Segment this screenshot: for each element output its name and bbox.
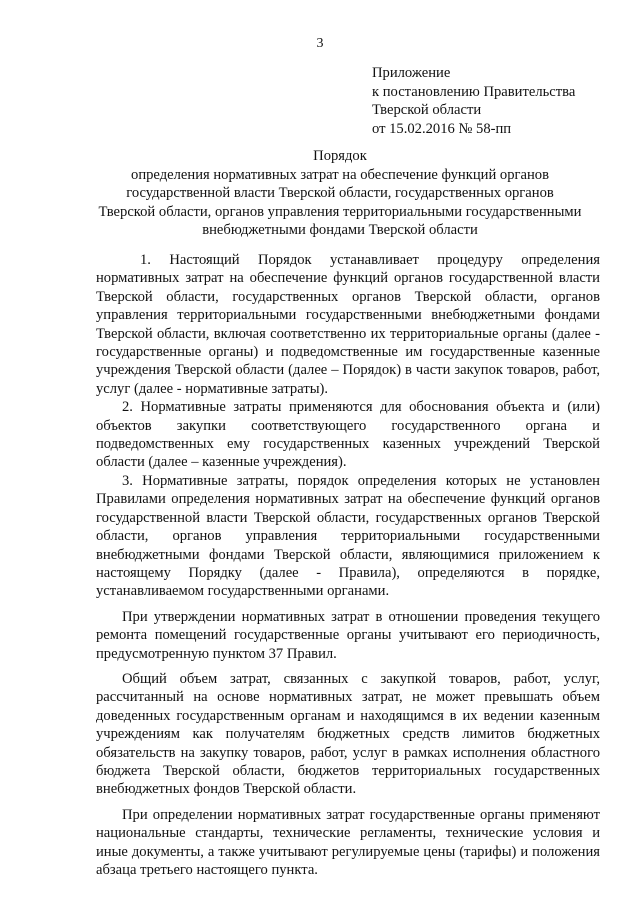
- appendix-line: Тверской области: [372, 102, 482, 118]
- page-number: 3: [316, 36, 324, 51]
- title-line: внебюджетными фондами Тверской области: [202, 222, 478, 238]
- appendix-header: [372, 64, 622, 138]
- document-title: [80, 147, 600, 240]
- paragraph-6: При определении нормативных затрат государственные органы применяют национальные стандарты, технические регламенты, технические условия и иные документы, а также учитывают регулируемые цены (тарифы) и положения абзаца третьего настоящего пункта.: [96, 806, 600, 878]
- paragraph-4: При утверждении нормативных затрат в отношении проведения текущего ремонта помещений государственные органы учитывают его периодичность, предусмотренную пунктом 37 Правил.: [96, 608, 600, 662]
- title-line: государственной власти Тверской области, государственных органов: [126, 185, 554, 201]
- appendix-line: от 15.02.2016 № 58-пп: [372, 120, 512, 137]
- title-heading: Порядок: [313, 148, 367, 164]
- title-line: определения нормативных затрат на обеспечение функций органов: [131, 166, 549, 183]
- paragraph-3: 3. Нормативные затраты, порядок определения которых не установлен Правилами определения нормативных затрат на обеспечение функций органов государственной власти Тверской области, государственных органов Тверской области, органов управления территориальными государственными внебюджетными фондами Тверской области, являющимися приложением к настоящему Порядку (далее - Правила), определяются в порядке, устанавливаемом государственными органами.: [96, 472, 600, 600]
- paragraph-5: Общий объем затрат, связанных с закупкой товаров, работ, услуг, рассчитанный на основе нормативных затрат, не может превышать объем доведенных государственным органам и находящимся в их ведении казенным учреждениям как получателям бюджетных средств лимитов бюджетных обязательств на закупку товаров, работ, услуг в рамках исполнения областного бюджета Тверской области, бюджетов территориальных государственных внебюджетных фондов Тверской области.: [96, 670, 600, 798]
- document-body: [96, 251, 600, 879]
- appendix-line: к постановлению Правительства: [372, 83, 576, 100]
- title-line: Тверской области, органов управления территориальными государственными: [98, 203, 582, 220]
- paragraph-1: 1. Настоящий Порядок устанавливает процедуру определения нормативных затрат на обеспечение функций органов государственной власти Тверской области, государственных органов Тверской области, органов управления территориальными государственными внебюджетными фондами Тверской области, включая соответственно их территориальные органы (далее - государственные органы) и подведомственные им государственные казенные учреждения Тверской области (далее – Порядок) в части закупок товаров, работ, услуг (далее - нормативные затраты).: [96, 252, 600, 397]
- appendix-line: Приложение: [372, 65, 451, 81]
- paragraph-2: 2. Нормативные затраты применяются для обоснования объекта и (или) объектов закупки соответствующего государственного органа и подведомственных ему государственных казенных учреждений Тверской области (далее – казенные учреждения).: [96, 399, 600, 471]
